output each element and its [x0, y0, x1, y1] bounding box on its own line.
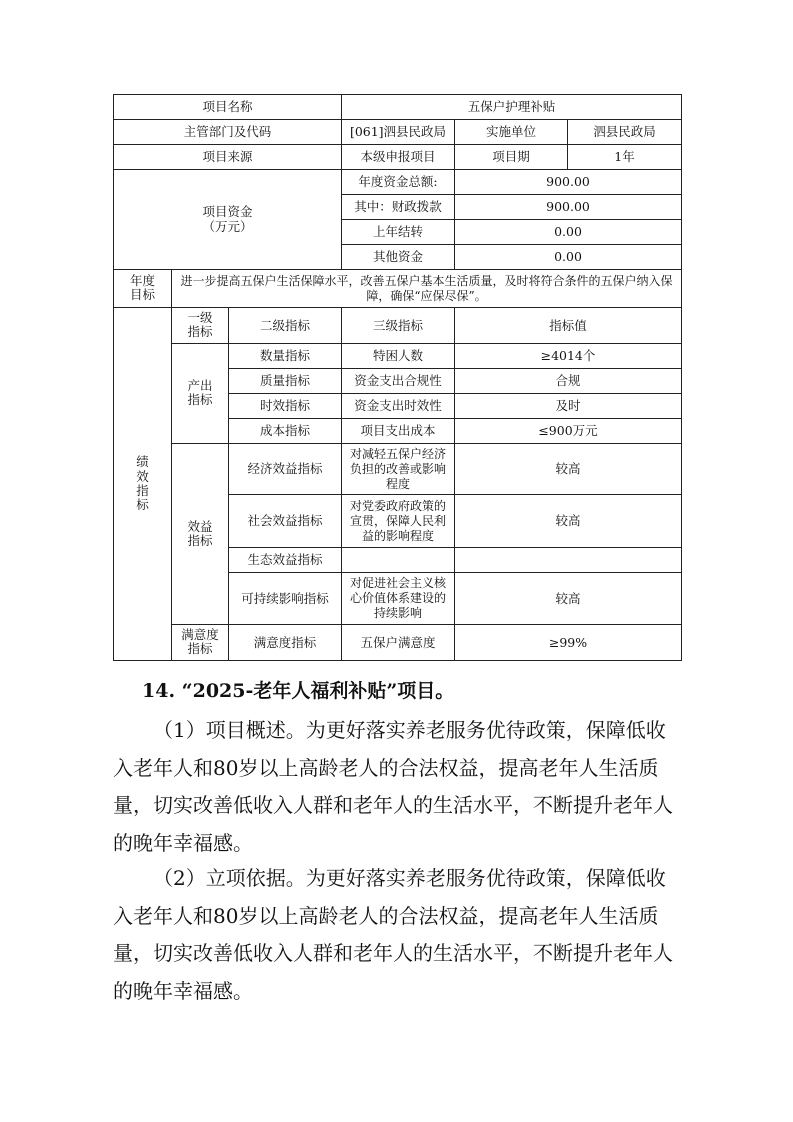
funds-value-fiscal: 900.00 [455, 195, 682, 220]
label-department: 主管部门及代码 [114, 120, 342, 145]
benefit-l3-2: 对党委政府政策的宣贯，保障人民利益的影响程度 [342, 495, 455, 548]
benefit-l2-4: 可持续影响指标 [229, 573, 342, 625]
label-satisfaction [172, 625, 229, 661]
funds-label-total: 年度资金总额: [342, 170, 455, 195]
benefit-v-3 [455, 548, 682, 573]
paragraph-overview [113, 712, 683, 862]
value-period: 1年 [568, 145, 682, 170]
funds-label-other: 其他资金 [342, 245, 455, 270]
label-funds-text: 项目资金 （万元） [202, 204, 253, 235]
paragraph-basis-text: （2）立项依据。为更好落实养老服务优待政策，保障低收入老年人和80岁以上高龄老人的合法权益，提高老年人生活质量，切实改善低收入人群和老年人的生活水平，不断提升老年人的晚年幸福感。 [113, 866, 673, 1003]
header-level1 [172, 308, 229, 344]
label-funds [114, 170, 342, 270]
output-l2-4: 成本指标 [229, 419, 342, 444]
project-table [113, 94, 682, 661]
header-level2: 二级指标 [229, 308, 342, 344]
label-project-name: 项目名称 [114, 95, 342, 120]
paragraph-overview-text: （1）项目概述。为更好落实养老服务优待政策，保障低收入老年人和80岁以上高龄老人的合法权益，提高老年人生活质量，切实改善低收入人群和老年人的生活水平，不断提升老年人的晚年幸福感。 [113, 718, 673, 855]
benefit-l3-3 [342, 548, 455, 573]
paragraph-basis [113, 860, 683, 1010]
output-l3-2: 资金支出合规性 [342, 369, 455, 394]
row-satisfaction [114, 625, 682, 661]
label-annual-goal [114, 270, 172, 308]
value-impl-unit: 泗县民政局 [568, 120, 682, 145]
output-l2-2: 质量指标 [229, 369, 342, 394]
output-v-1: ≥4014个 [455, 344, 682, 369]
header-value: 指标值 [455, 308, 682, 344]
row-source [114, 145, 682, 170]
label-perf-text: 绩效指标 [136, 454, 149, 513]
row-benefit-1 [114, 444, 682, 495]
label-output [172, 344, 229, 444]
output-l3-4: 项目支出成本 [342, 419, 455, 444]
value-department: [061]泗县民政局 [342, 120, 455, 145]
output-l2-1: 数量指标 [229, 344, 342, 369]
label-benefit-text: 效益指标 [187, 518, 213, 548]
benefit-v-4: 较高 [455, 573, 682, 625]
row-perf-header [114, 308, 682, 344]
funds-label-carryover: 上年结转 [342, 220, 455, 245]
row-output-1 [114, 344, 682, 369]
value-source: 本级申报项目 [342, 145, 455, 170]
label-satisfaction-text: 满意度指标 [181, 627, 219, 657]
row-annual-goal [114, 270, 682, 308]
funds-value-carryover: 0.00 [455, 220, 682, 245]
funds-label-fiscal: 其中：财政拨款 [342, 195, 455, 220]
section-heading: 14. “2025-老年人福利补贴”项目。 [142, 680, 455, 702]
satisfaction-l3: 五保户满意度 [342, 625, 455, 661]
row-project-name [114, 95, 682, 120]
label-benefit [172, 444, 229, 625]
benefit-v-1: 较高 [455, 444, 682, 495]
header-level1-text: 一级指标 [187, 310, 213, 340]
output-l2-3: 时效指标 [229, 394, 342, 419]
benefit-l2-1: 经济效益指标 [229, 444, 342, 495]
output-l3-3: 资金支出时效性 [342, 394, 455, 419]
label-output-text: 产出指标 [187, 378, 213, 408]
label-perf [114, 308, 172, 661]
funds-value-total: 900.00 [455, 170, 682, 195]
benefit-l2-3: 生态效益指标 [229, 548, 342, 573]
output-v-3: 及时 [455, 394, 682, 419]
label-period: 项目期 [455, 145, 568, 170]
benefit-l3-1: 对减轻五保户经济负担的改善或影响程度 [342, 444, 455, 495]
row-department [114, 120, 682, 145]
satisfaction-l2: 满意度指标 [229, 625, 342, 661]
project-table-wrapper [113, 94, 681, 661]
benefit-l3-4: 对促进社会主义核心价值体系建设的持续影响 [342, 573, 455, 625]
output-l3-1: 特困人数 [342, 344, 455, 369]
header-level3: 三级指标 [342, 308, 455, 344]
value-annual-goal: 进一步提高五保户生活保障水平，改善五保户基本生活质量，及时将符合条件的五保户纳入保障，确保“应保尽保”。 [172, 270, 682, 308]
benefit-l2-2: 社会效益指标 [229, 495, 342, 548]
benefit-v-2: 较高 [455, 495, 682, 548]
output-v-4: ≤900万元 [455, 419, 682, 444]
label-source: 项目来源 [114, 145, 342, 170]
satisfaction-v: ≥99% [455, 625, 682, 661]
label-impl-unit: 实施单位 [455, 120, 568, 145]
value-project-name: 五保户护理补贴 [342, 95, 682, 120]
funds-value-other: 0.00 [455, 245, 682, 270]
row-funds-total [114, 170, 682, 195]
label-annual-goal-text: 年度目标 [129, 273, 155, 303]
output-v-2: 合规 [455, 369, 682, 394]
